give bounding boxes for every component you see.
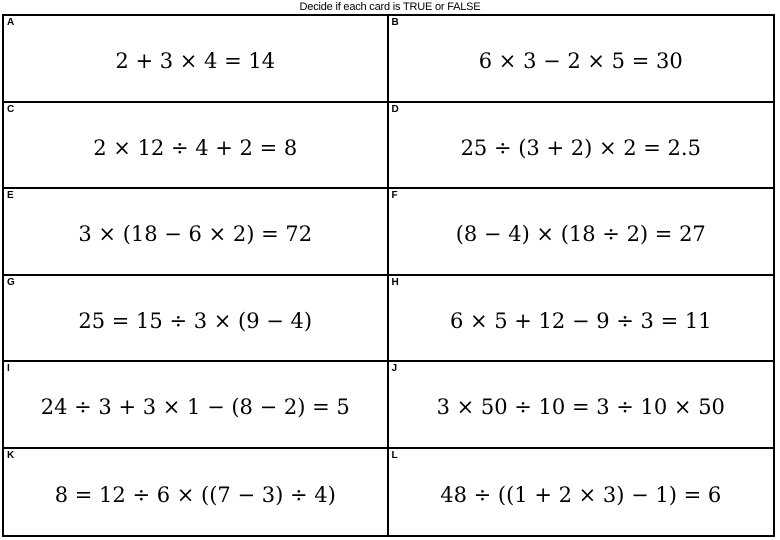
card-equation: 48 ÷ ((1 + 2 × 3) − 1) = 6 — [440, 482, 722, 507]
page-title: Decide if each card is TRUE or FALSE — [299, 1, 481, 13]
card-letter: B — [391, 17, 399, 28]
card-a — [4, 16, 389, 103]
card-b — [389, 16, 774, 103]
card-c — [4, 103, 389, 190]
card-letter: D — [391, 103, 399, 115]
card-grid — [2, 14, 775, 537]
card-letter: H — [391, 276, 399, 288]
card-letter: G — [7, 276, 15, 288]
card-f — [389, 189, 774, 276]
card-equation: 3 × (18 − 6 × 2) = 72 — [78, 222, 313, 247]
card-g — [4, 276, 389, 363]
card-j — [389, 362, 774, 449]
card-letter: C — [7, 103, 15, 115]
card-i — [4, 362, 389, 449]
card-equation: 6 × 3 − 2 × 5 = 30 — [478, 49, 683, 74]
card-letter: J — [391, 363, 398, 374]
card-letter: K — [7, 449, 15, 461]
card-letter: E — [7, 190, 14, 201]
card-equation: 25 ÷ (3 + 2) × 2 = 2.5 — [460, 135, 701, 160]
card-letter: A — [7, 17, 15, 28]
card-equation: 3 × 50 ÷ 10 = 3 ÷ 10 × 50 — [436, 395, 725, 420]
card-equation: (8 − 4) × (18 ÷ 2) = 27 — [455, 222, 706, 247]
card-d — [389, 103, 774, 190]
card-letter: L — [391, 449, 398, 461]
card-equation: 8 = 12 ÷ 6 × ((7 − 3) ÷ 4) — [54, 482, 336, 507]
card-equation: 2 × 12 ÷ 4 + 2 = 8 — [93, 135, 298, 160]
card-equation: 2 + 3 × 4 = 14 — [115, 49, 276, 74]
card-letter: F — [391, 190, 398, 201]
card-equation: 24 ÷ 3 + 3 × 1 − (8 − 2) = 5 — [40, 395, 350, 420]
card-letter: I — [7, 363, 10, 374]
card-equation: 6 × 5 + 12 − 9 ÷ 3 = 11 — [449, 308, 712, 333]
card-k — [4, 449, 389, 536]
card-l — [389, 449, 774, 536]
card-equation: 25 = 15 ÷ 3 × (9 − 4) — [78, 308, 313, 333]
card-h — [389, 276, 774, 363]
card-e — [4, 189, 389, 276]
